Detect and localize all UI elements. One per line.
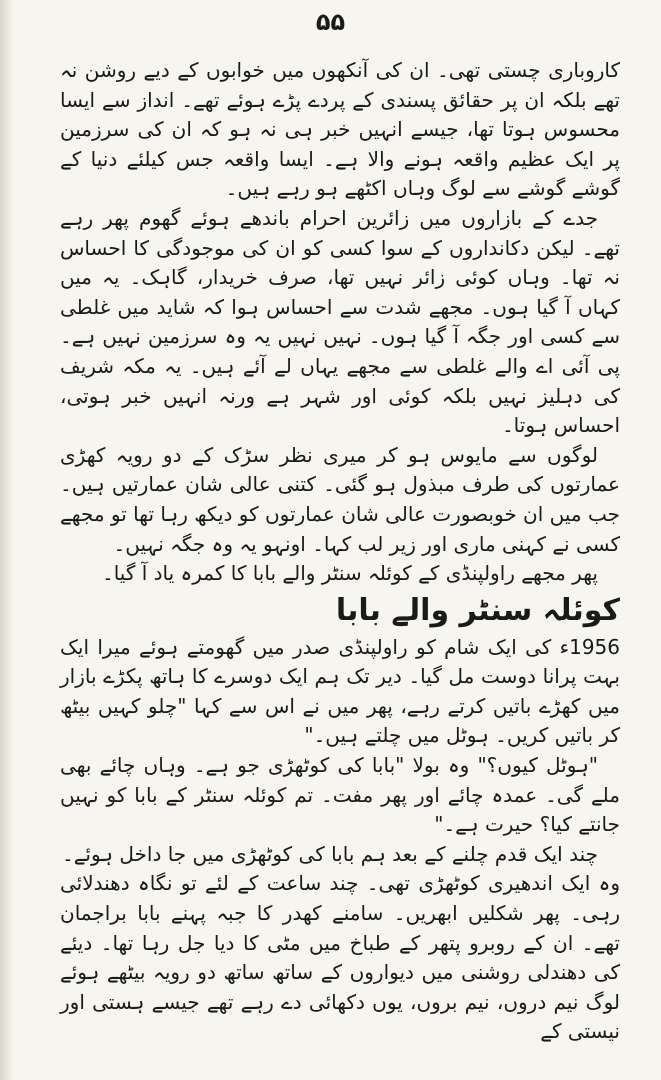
- paragraph: کاروباری چستی تھی۔ ان کی آنکھوں میں خوابوں کے دیے روشن نہ تھے بلکہ ان پر حقائق پسندی کے پردے پڑے ہوئے تھے۔ انداز سے ایسا محسوس ہوتا تھا، جیسے انہیں خبر ہی نہ ہو کہ ان کی سرزمین پر ایک عظیم واقعہ ہونے والا ہے۔ ایسا واقعہ جس کیلئے دنیا کے گوشے گوشے سے لوگ وہاں اکٹھے ہو رہے ہیں۔: [60, 58, 620, 201]
- page-body: [60, 56, 620, 1047]
- paragraph: جدے کے بازاروں میں زائرین احرام باندھے ہوئے گھوم پھر رہے تھے۔ لیکن دکانداروں کے سوا کسی کو ان کی موجودگی کا احساس نہ تھا۔ وہاں کوئی زائر نہیں تھا، صرف خریدار، گاہک۔ یہ میں کہاں آ گیا ہوں۔ مجھے شدت سے احساس ہوا کہ شاید میں غلطی سے کسی اور جگہ آ گیا ہوں۔ نہیں نہیں یہ وہ سرزمین نہیں ہے۔ پی آئی اے والے غلطی سے مجھے یہاں لے آئے ہیں۔ یہ مکہ شریف کی دہلیز نہیں بلکہ کوئی اور شہر ہے ورنہ انہیں خبر ہوتی، احساس ہوتا۔: [60, 205, 620, 438]
- paragraph: وہ ایک اندھیری کوٹھڑی تھی۔ چند ساعت کے لئے تو نگاہ دھندلائی رہی۔ پھر شکلیں ابھریں۔ سامنے کھدر کا جبہ پہنے بابا براجمان تھے۔ ان کے روبرو پتھر کے طباخ میں مٹی کا دیا جل رہا تھا۔ دیئے کی دھندلی روشنی میں دیواروں کے ساتھ ساتھ دو رویہ بیٹھے ہوئے لوگ نیم دروں، نیم بروں، یوں دکھائی دے رہے تھے جیسے ہستی اور نیستی کے: [60, 871, 620, 1044]
- page-gutter-shadow: [0, 0, 14, 1080]
- section-heading: کوئلہ سنٹر والے بابا: [335, 592, 620, 628]
- paragraph: 1956ء کی ایک شام کو راولپنڈی صدر میں گھومتے ہوئے میرا ایک بہت پرانا دوست مل گیا۔ دیر تک ہم ایک دوسرے کا ہاتھ پکڑے بازار میں کھڑے باتیں کرتے رہے، پھر میں نے اس سے کہا "چلو کہیں بیٹھ کر باتیں کریں۔ ہوٹل میں چلتے ہیں۔": [60, 634, 620, 748]
- paragraph: "ہوٹل کیوں؟" وہ بولا "بابا کی کوٹھڑی جو ہے۔ وہاں چائے بھی ملے گی۔ عمدہ چائے اور پھر مفت۔ تم کوئلہ سنٹر کے بابا کو نہیں جانتے کیا؟ حیرت ہے۔": [60, 753, 620, 837]
- paragraph: پھر مجھے راولپنڈی کے کوئلہ سنٹر والے بابا کا کمرہ یاد آ گیا۔: [101, 561, 598, 586]
- page-number: ۵۵: [315, 8, 346, 36]
- paragraph: چند ایک قدم چلنے کے بعد ہم بابا کی کوٹھڑی میں جا داخل ہوئے۔: [61, 841, 598, 866]
- paragraph: لوگوں سے مایوس ہو کر میری نظر سڑک کے دو رویہ کھڑی عمارتوں کی طرف مبذول ہو گئی۔ کتنی عالی شان عمارتیں ہیں۔ جب میں ان خوبصورت عالی شان عمارتوں کو دیکھ رہا تھا تو مجھے کسی نے کہنی ماری اور زیر لب کہا۔ اونہو یہ وہ جگہ نہیں۔: [60, 442, 620, 556]
